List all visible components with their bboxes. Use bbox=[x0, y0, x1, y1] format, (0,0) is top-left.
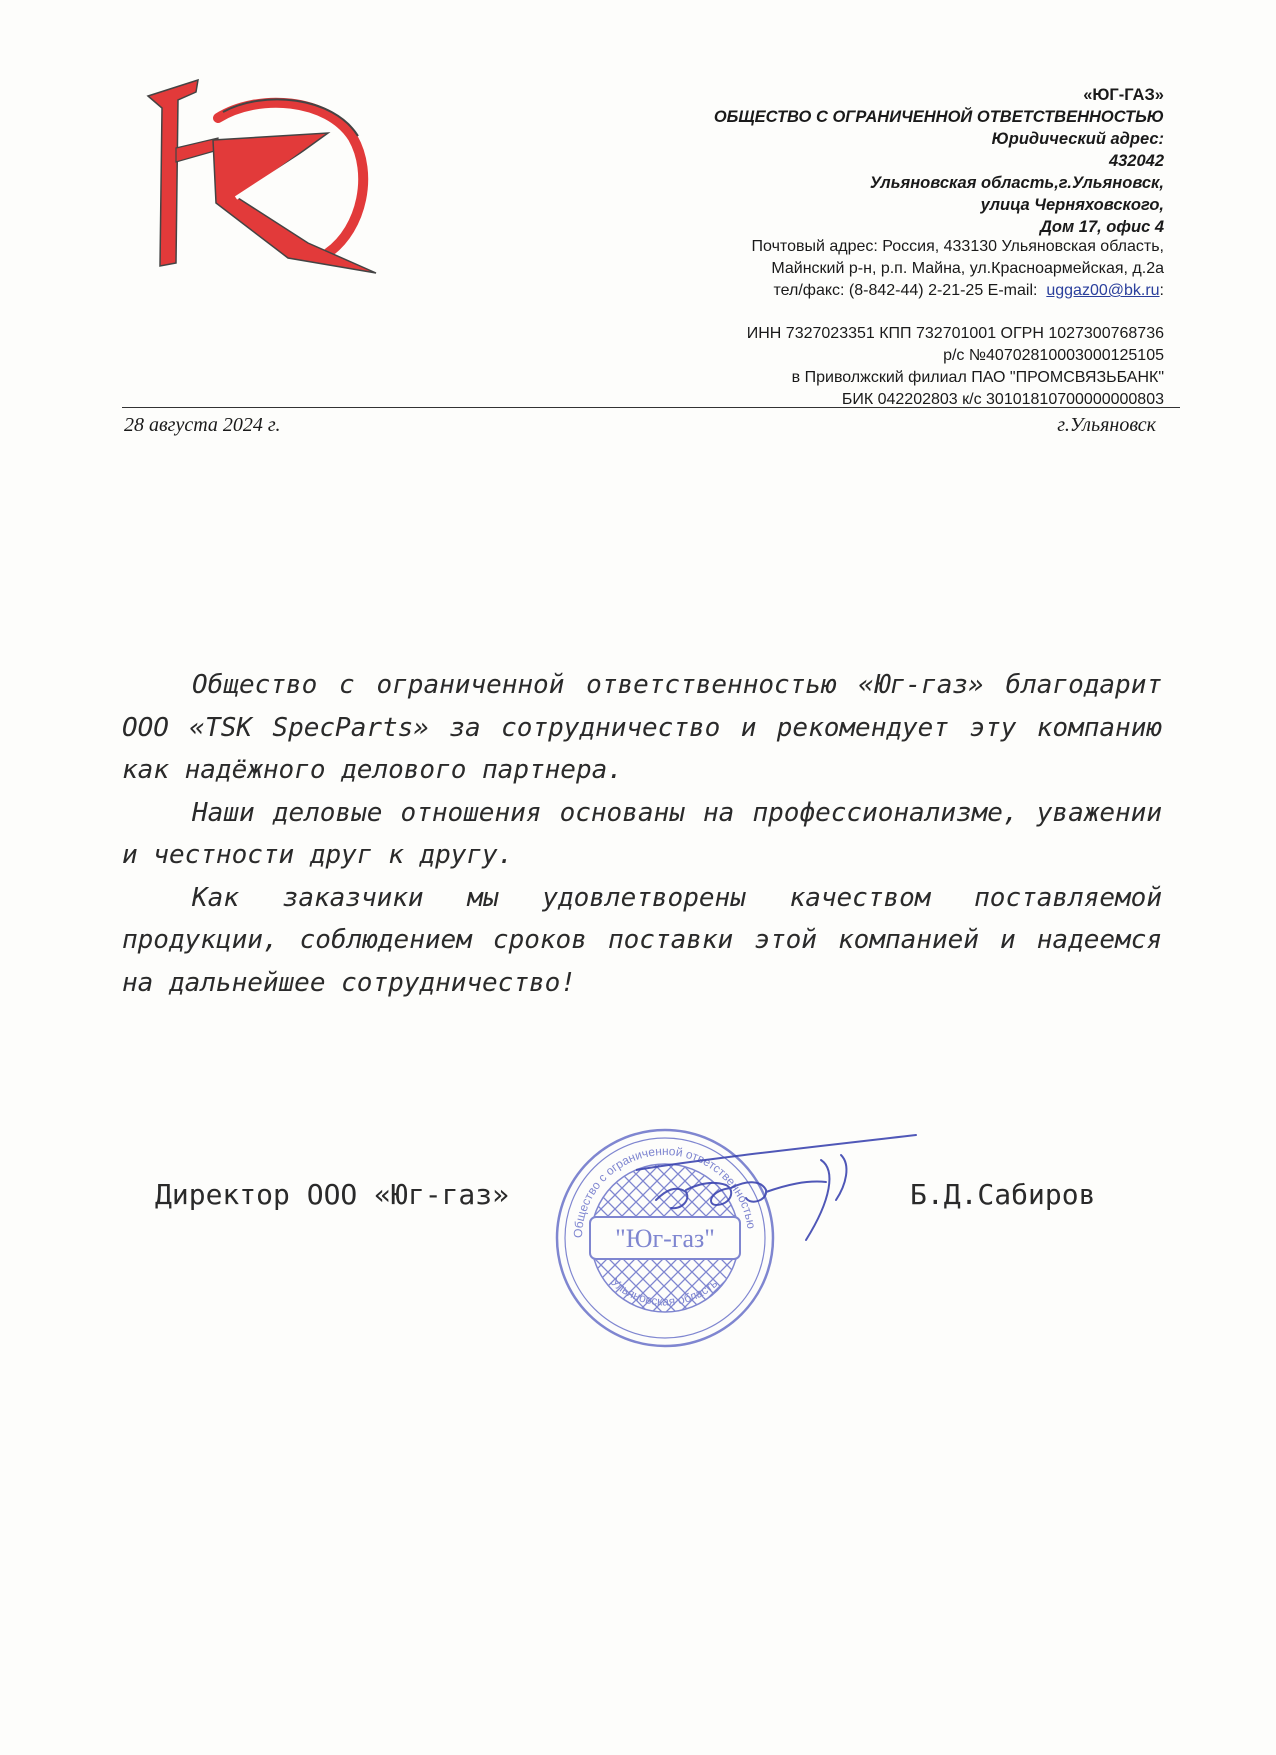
signer-name: Б.Д.Сабиров bbox=[910, 1178, 1096, 1211]
company-header bbox=[714, 84, 1164, 238]
legal-building: Дом 17, офис 4 bbox=[1040, 218, 1164, 236]
paragraph-3: Как заказчики мы удовлетворены качеством поставляемой продукции, соблюдением сроков поставки этой компанией и надеемся на дальнейшее сотрудничество! bbox=[122, 882, 1162, 998]
postal-line-2: Майнский р-н, р.п. Майна, ул.Красноармейская, д.2а bbox=[771, 260, 1164, 277]
signer-position: Директор ООО «Юг-газ» bbox=[155, 1178, 510, 1211]
legal-zip: 432042 bbox=[1108, 152, 1164, 170]
paragraph-2: Наши деловые отношения основаны на профессионализме, уважении и честности друг к другу. bbox=[122, 797, 1162, 870]
bank-block bbox=[747, 323, 1164, 411]
contact-line bbox=[752, 280, 1164, 302]
letter-body bbox=[122, 664, 1162, 1004]
letter-date: 28 августа 2024 г. bbox=[124, 414, 281, 436]
company-short-name: «ЮГ-ГАЗ» bbox=[1083, 86, 1164, 104]
letter-city: г.Ульяновск bbox=[1057, 414, 1156, 436]
legal-street: улица Черняховского, bbox=[980, 196, 1164, 214]
email-link[interactable]: uggaz00@bk.ru bbox=[1046, 282, 1160, 299]
inn-line: ИНН 7327023351 КПП 732701001 ОГРН 1027300768736 bbox=[746, 325, 1164, 342]
company-logo bbox=[138, 78, 388, 274]
postal-block bbox=[752, 236, 1164, 302]
legal-city: Ульяновская область,г.Ульяновск, bbox=[869, 174, 1164, 192]
header-divider bbox=[122, 407, 1180, 408]
account-line: р/с №40702810003000125105 bbox=[943, 347, 1164, 364]
postal-line-1: Почтовый адрес: Россия, 433130 Ульяновская область, bbox=[751, 238, 1164, 255]
paragraph-1: Общество с ограниченной ответственностью «Юг-газ» благодарит ООО «TSK SpecParts» за сотрудничество и рекомендует эту компанию как надёжного делового партнера. bbox=[122, 670, 1162, 785]
bik-line: БИК 042202803 к/с 30101810700000000803 bbox=[841, 391, 1164, 408]
company-full-name: ОБЩЕСТВО С ОГРАНИЧЕННОЙ ОТВЕТСТВЕННОСТЬЮ bbox=[713, 108, 1164, 126]
stamp-center-text: "Юг-газ" bbox=[615, 1224, 715, 1253]
handwritten-signature bbox=[636, 1130, 926, 1260]
legal-address-label: Юридический адрес: bbox=[991, 130, 1164, 148]
email-suffix: : bbox=[1159, 282, 1164, 299]
stamp-ring-text-top: Общество с ограниченной ответственностью bbox=[570, 1144, 759, 1239]
bank-line: в Приволжский филиал ПАО "ПРОМСВЯЗЬБАНК" bbox=[791, 369, 1164, 386]
phone-fax: тел/факс: (8-842-44) 2-21-25 E-mail: bbox=[773, 282, 1038, 299]
stamp-ring-text-bottom: Ульяновская область bbox=[608, 1275, 721, 1309]
